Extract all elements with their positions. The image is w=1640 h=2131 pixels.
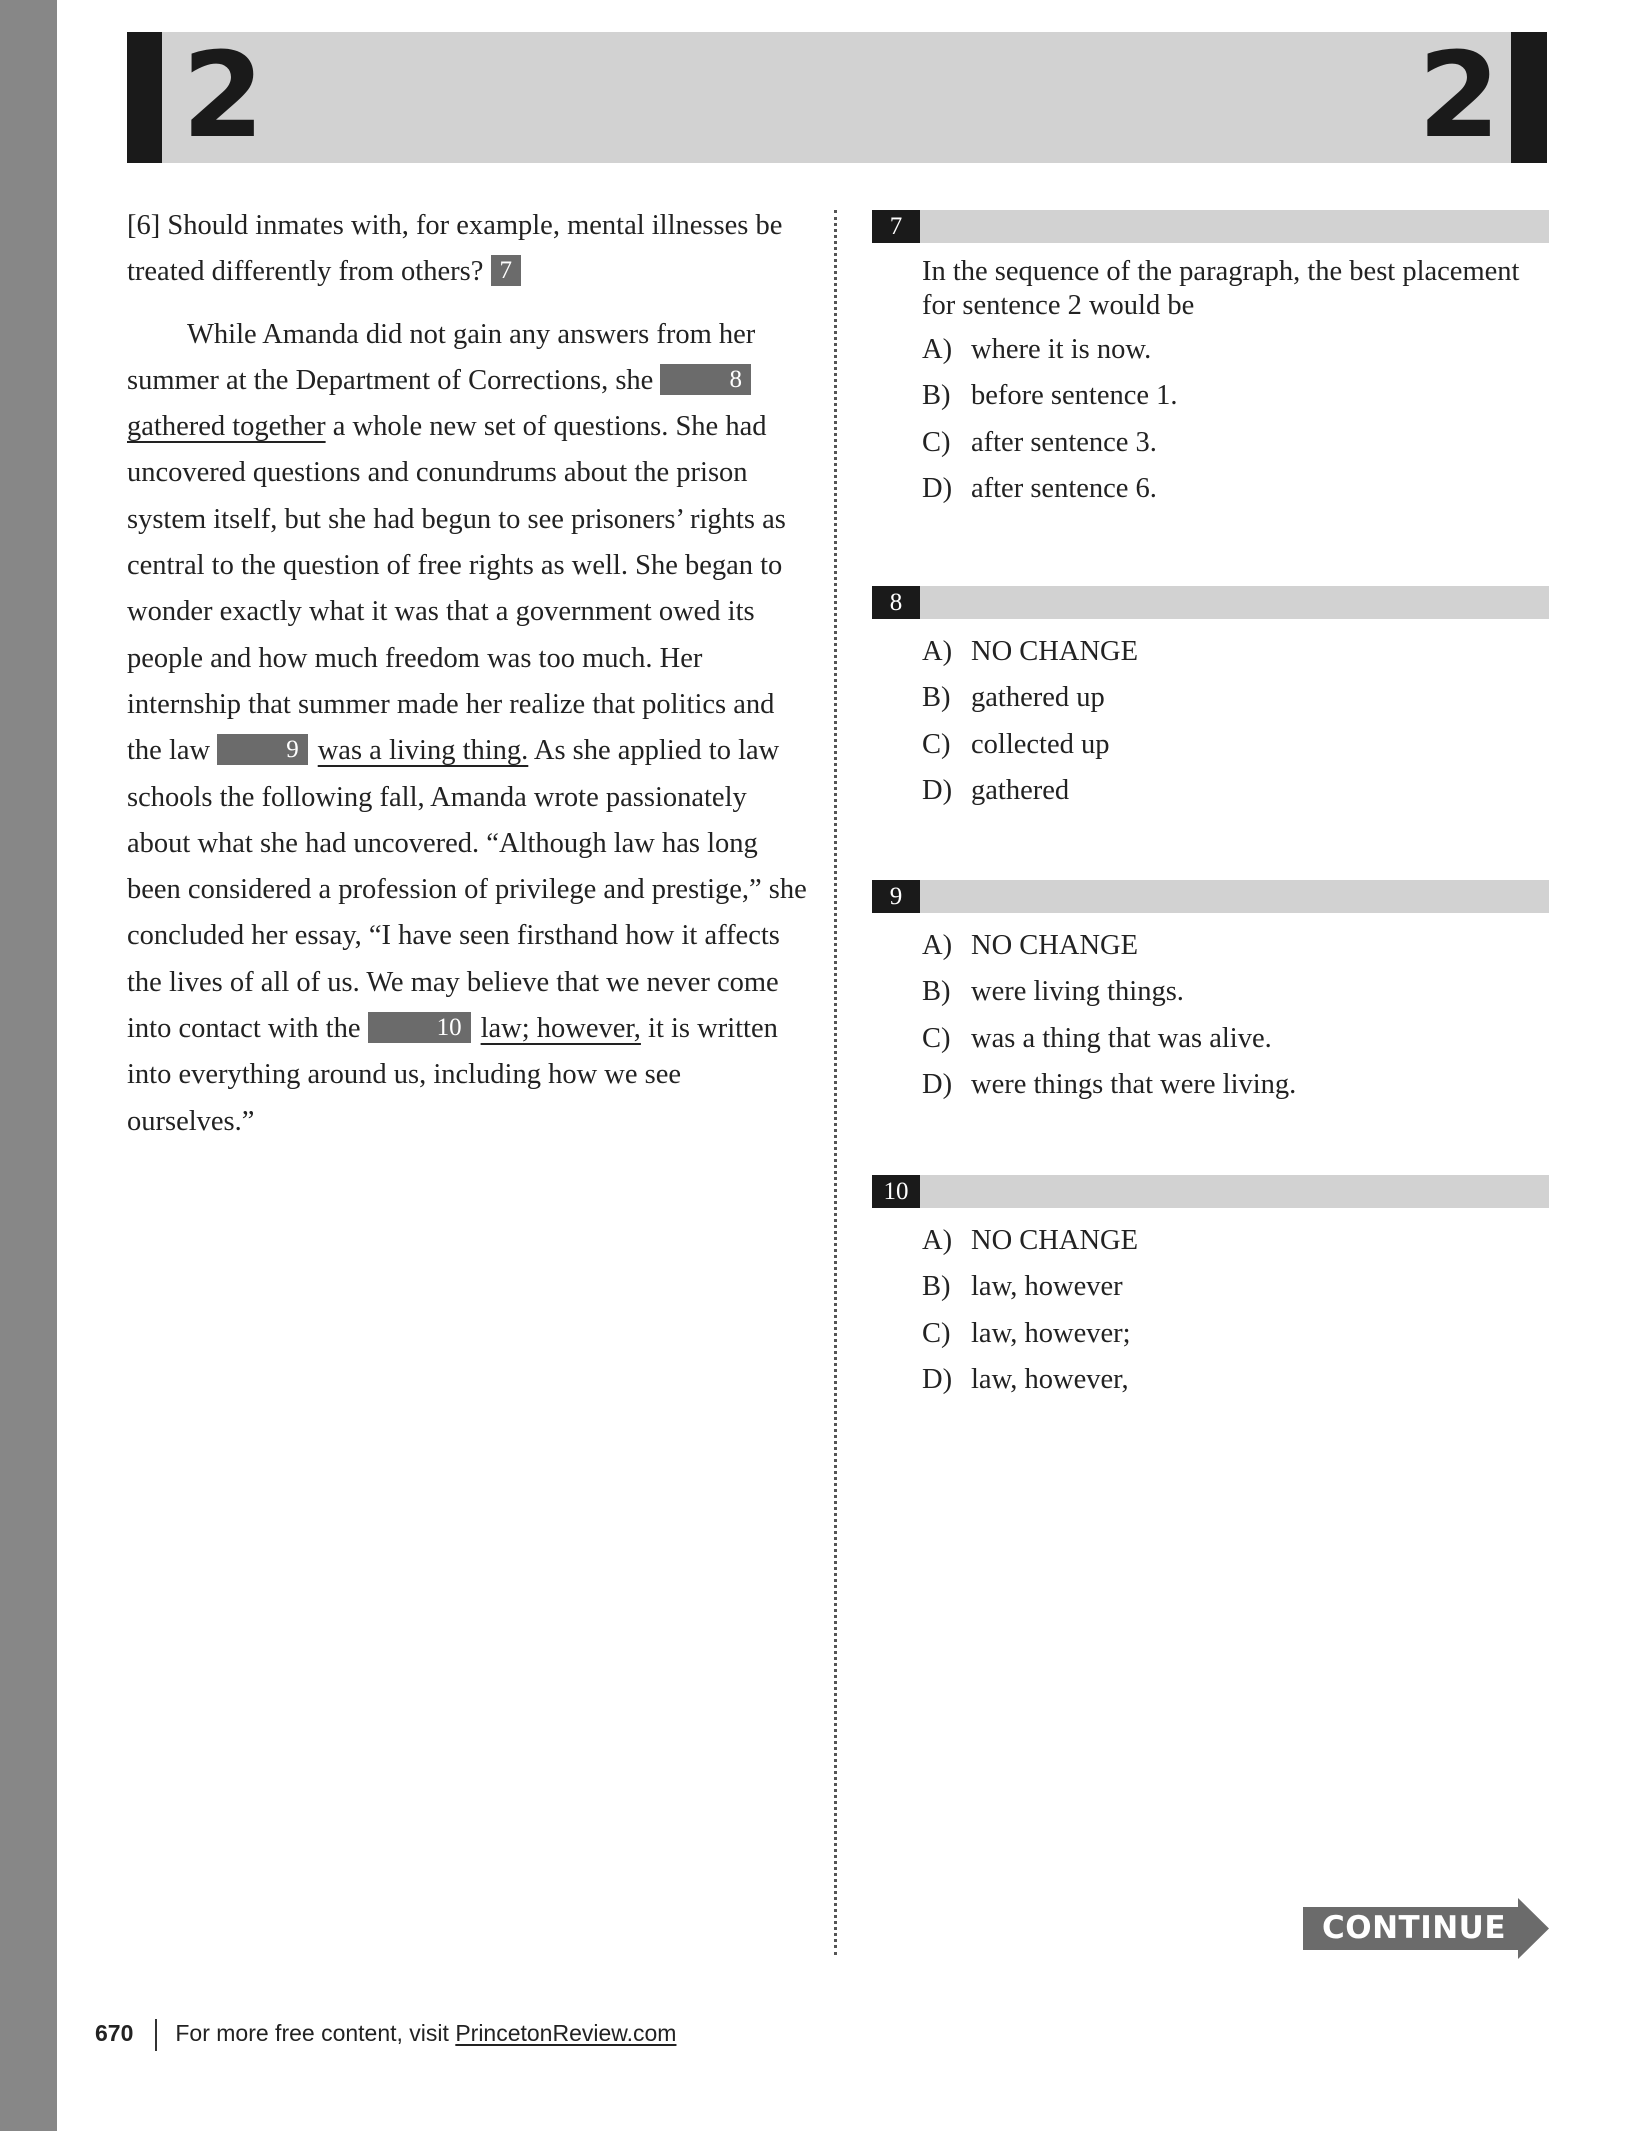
answer-choice-c[interactable] [922,1016,1549,1062]
passage-text-1: While Amanda did not gain any answers from her summer at the Department of Corrections, she [127,318,756,396]
question-10 [872,1175,1549,1403]
question-marker-8: 8 [660,364,751,395]
footer-text: For more free content, visit [175,2020,449,2046]
answer-choices [922,1218,1549,1403]
section-header-band [127,26,1547,164]
answer-choice-c[interactable] [922,722,1549,768]
choice-text: after sentence 6. [971,472,1157,504]
choice-text: before sentence 1. [971,380,1178,412]
answer-choice-a[interactable] [922,923,1549,969]
answer-choice-c[interactable] [922,420,1549,466]
answer-choice-b[interactable] [922,969,1549,1015]
question-number: 8 [872,586,920,619]
answer-choice-a[interactable] [922,327,1549,373]
choice-letter: C) [922,728,951,760]
answer-choices [922,327,1549,512]
answer-choice-d[interactable] [922,466,1549,512]
choice-text: law, however, [971,1363,1129,1395]
underlined-phrase-10: law; however, [480,1013,641,1045]
answer-choice-d[interactable] [922,768,1549,814]
answer-choices [922,923,1549,1108]
section-header-bar-right [1511,32,1547,163]
answer-choice-b[interactable] [922,1264,1549,1310]
section-header-bar-left [127,32,162,163]
page-footer [95,2013,676,2053]
question-marker-10: 10 [368,1012,471,1043]
choice-letter: D) [922,1363,953,1395]
choice-letter: A) [922,334,953,365]
question-header [872,210,1549,243]
question-header-bar [872,880,1549,913]
question-marker-9: 9 [217,734,308,765]
passage-paragraph [127,312,807,1145]
choice-letter: D) [922,1068,953,1100]
answer-choices [922,629,1549,814]
question-7 [872,210,1549,512]
question-number: 10 [872,1175,920,1208]
choice-text: NO CHANGE [971,1225,1139,1256]
question-number: 7 [872,210,920,243]
page-number: 670 [95,2020,134,2046]
choice-letter: D) [922,472,953,504]
choice-text: were things that were living. [971,1068,1297,1100]
choice-letter: A) [922,930,953,961]
footer-separator [155,2019,157,2051]
answer-choice-a[interactable] [922,629,1549,675]
question-header-bar [872,210,1549,243]
choice-text: gathered [971,774,1070,806]
section-number-right: 2 [1418,26,1501,164]
answer-choice-d[interactable] [922,1357,1549,1403]
section-number-left: 2 [182,26,265,164]
choice-text: NO CHANGE [971,636,1139,667]
continue-button[interactable] [1303,1898,1549,1959]
choice-letter: C) [922,1317,951,1349]
passage-text-2: a whole new set of questions. She had uncovered questions and conundrums about the prison system itself, but she had begun to see prisoners’ rights as central to the question of free rights as well. She began to wonder exactly what it was that a government owed its people and how much freedom was too much. Her internship that summer made her realize that politics and the law [127,411,786,767]
choice-letter: D) [922,774,953,806]
left-margin-strip [0,0,57,2131]
lead-text: [6] Should inmates with, for example, mental illnesses be treated differently from others? [127,210,783,288]
question-stem: In the sequence of the paragraph, the best placement for sentence 2 would be [922,256,1520,321]
answer-choice-d[interactable] [922,1062,1549,1108]
question-header [872,586,1549,619]
choice-text: NO CHANGE [971,930,1139,961]
column-divider [834,210,837,1955]
choice-letter: B) [922,380,951,412]
passage [127,203,807,1145]
choice-text: where it is now. [971,334,1152,365]
choice-text: law, however; [971,1317,1131,1349]
question-header-bar [872,586,1549,619]
passage-text-4: it is written into everything around us, including how we see ourselves.” [127,1013,778,1137]
choice-letter: C) [922,426,951,458]
choice-text: gathered up [971,682,1105,714]
choice-text: were living things. [971,976,1184,1008]
question-marker-7: 7 [491,255,522,286]
choice-text: was a thing that was alive. [971,1022,1272,1054]
question-header [872,880,1549,913]
choice-letter: A) [922,1225,953,1256]
underlined-phrase-8: gathered together [127,411,326,443]
continue-label: CONTINUE [1322,1910,1507,1946]
choice-text: law, however [971,1271,1123,1303]
answer-choice-b[interactable] [922,373,1549,419]
answer-choice-a[interactable] [922,1218,1549,1264]
choice-letter: B) [922,976,951,1008]
choice-letter: B) [922,682,951,714]
question-number: 9 [872,880,920,913]
answer-choice-c[interactable] [922,1311,1549,1357]
question-header [872,1175,1549,1208]
choice-letter: C) [922,1022,951,1054]
answer-choice-b[interactable] [922,675,1549,721]
choice-letter: B) [922,1271,951,1303]
footer-link[interactable]: PrincetonReview.com [455,2020,677,2046]
question-8 [872,586,1549,814]
passage-lead-sentence [127,203,807,296]
passage-text-3: As she applied to law schools the following fall, Amanda wrote passionately about what she had uncovered. “Although law has long been considered a profession of privilege and prestige,” she concluded her essay, “I have seen firsthand how it affects the lives of all of us. We may believe that we never come into contact with the [127,735,807,1045]
underlined-phrase-9: was a living thing. [317,735,529,767]
question-header-bar [872,1175,1549,1208]
choice-text: after sentence 3. [971,426,1157,458]
choice-text: collected up [971,728,1110,760]
choice-letter: A) [922,636,953,667]
question-9 [872,880,1549,1108]
